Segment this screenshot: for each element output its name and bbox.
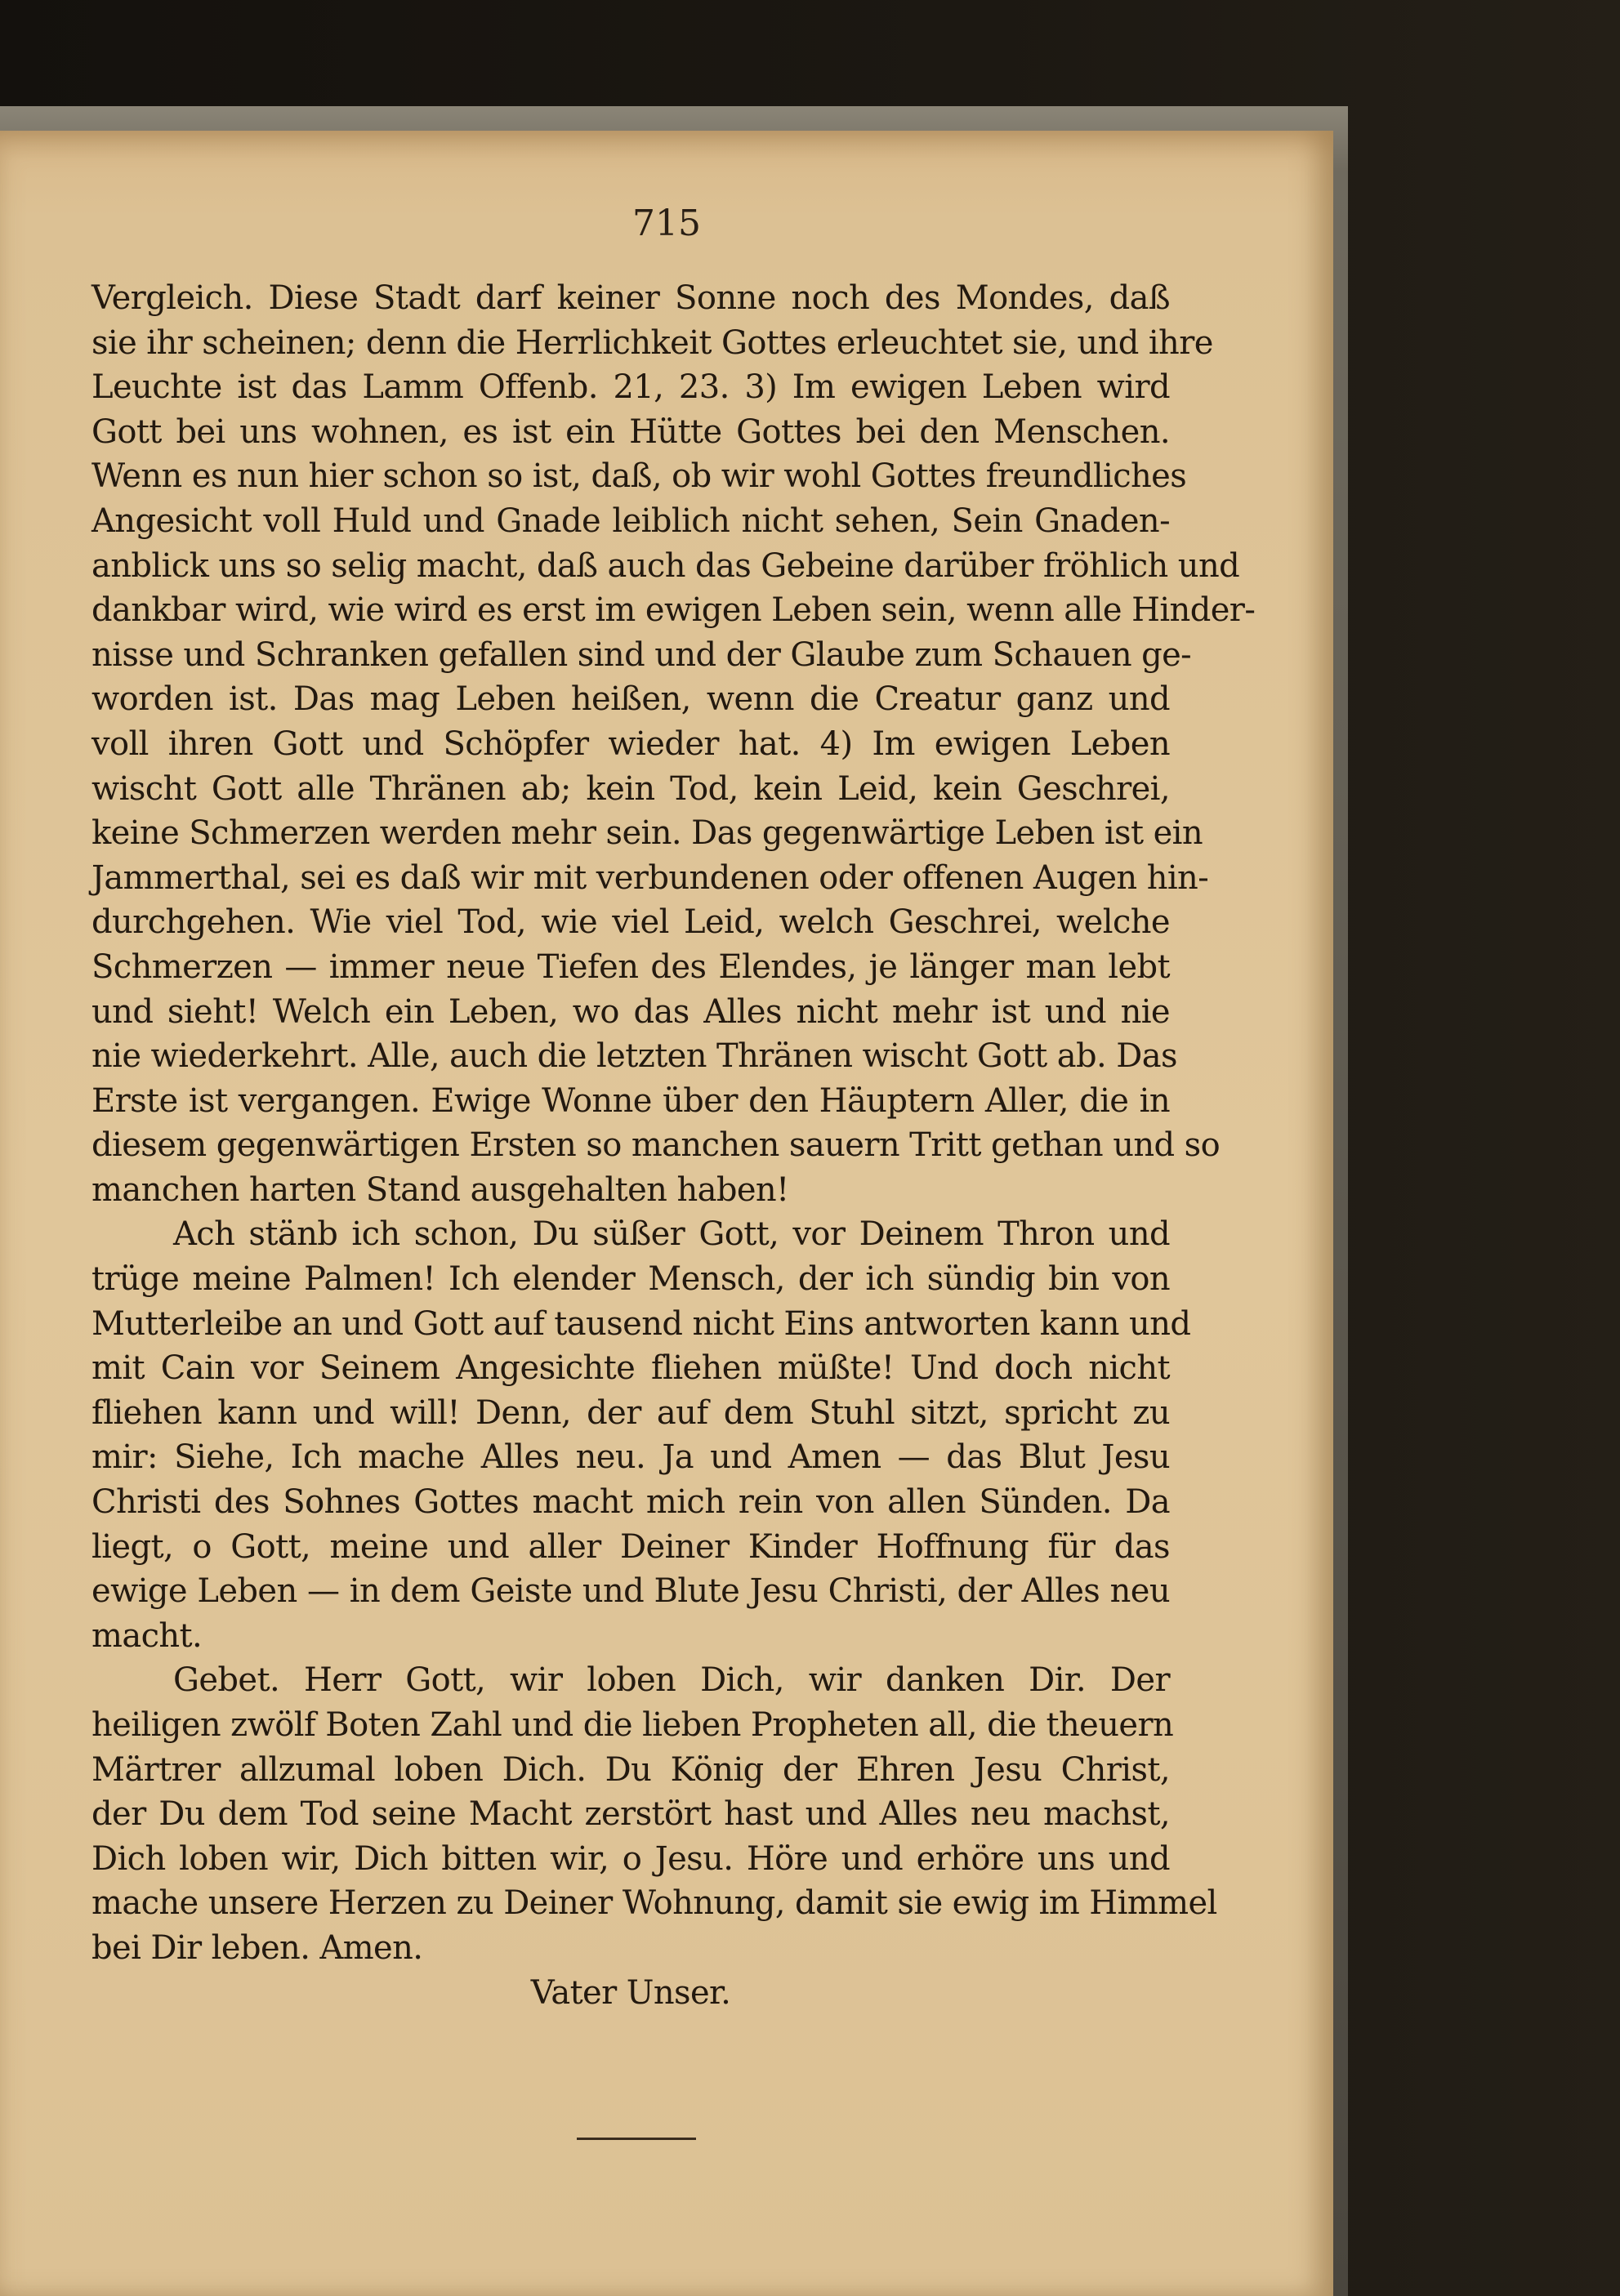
text-line: nisse und Schranken gefallen sind und der Glaube zum Schauen ge- (91, 635, 1192, 674)
text-line: ewige Leben — in dem Geiste und Blute Jesu Christi, der Alles neu (91, 1572, 1170, 1611)
text-line: heiligen zwölf Boten Zahl und die lieben Propheten all, die theuern (91, 1706, 1174, 1744)
text-line: nie wiederkehrt. Alle, auch die letzten Thränen wischt Gott ab. Das (91, 1037, 1177, 1076)
text-line: macht. (91, 1616, 203, 1655)
text-line: Leuchte ist das Lamm Offenb. 21, 23. 3) Im ewigen Leben wird (91, 368, 1170, 407)
text-line: Vergleich. Diese Stadt darf keiner Sonne noch des Mondes, daß (91, 279, 1170, 317)
text-line: worden ist. Das mag Leben heißen, wenn die Creatur ganz und (91, 680, 1170, 719)
text-line: mache unsere Herzen zu Deiner Wohnung, damit sie ewig im Himmel (91, 1884, 1217, 1923)
text-line: anblick uns so selig macht, daß auch das Gebeine darüber fröhlich und (91, 546, 1240, 585)
text-line: wischt Gott alle Thränen ab; kein Tod, kein Leid, kein Geschrei, (91, 769, 1170, 808)
text-line: Angesicht voll Huld und Gnade leiblich nicht sehen, Sein Gnaden- (91, 502, 1170, 540)
closing-heading: Vater Unser. (530, 1973, 731, 2012)
section-divider (577, 2138, 696, 2140)
text-line: Schmerzen — immer neue Tiefen des Elendes, je länger man lebt (91, 947, 1170, 986)
text-line: Mutterleibe an und Gott auf tausend nicht Eins antworten kann und (91, 1304, 1191, 1343)
text-line: Dich loben wir, Dich bitten wir, o Jesu. Höre und erhöre uns und (91, 1839, 1170, 1878)
text-line: und sieht! Welch ein Leben, wo das Alles nicht mehr ist und nie (91, 992, 1170, 1031)
text-line: Christi des Sohnes Gottes macht mich rein von allen Sünden. Da (91, 1483, 1170, 1522)
text-line: Wenn es nun hier schon so ist, daß, ob wir wohl Gottes freundliches (91, 457, 1187, 496)
text-line: fliehen kann und will! Denn, der auf dem Stuhl sitzt, spricht zu (91, 1393, 1170, 1432)
prayer-line: Gebet. Herr Gott, wir loben Dich, wir danken Dir. Der (173, 1661, 1170, 1700)
text-line: Jammerthal, sei es daß wir mit verbundenen oder offenen Augen hin- (91, 858, 1209, 897)
text-line: keine Schmerzen werden mehr sein. Das gegenwärtige Leben ist ein (91, 814, 1203, 853)
text-line: diesem gegenwärtigen Ersten so manchen sauern Tritt gethan und so (91, 1126, 1221, 1165)
text-line: Märtrer allzumal loben Dich. Du König der Ehren Jesu Christ, (91, 1750, 1170, 1789)
text-line: Erste ist vergangen. Ewige Wonne über den Häuptern Aller, die in (91, 1081, 1170, 1120)
body-text (91, 276, 1256, 2015)
text-line: Gott bei uns wohnen, es ist ein Hütte Gottes bei den Menschen. (91, 412, 1170, 451)
text-line: mit Cain vor Seinem Angesichte fliehen müßte! Und doch nicht (91, 1349, 1170, 1388)
text-line: trüge meine Palmen! Ich elender Mensch, der ich sündig bin von (91, 1260, 1170, 1299)
text-line: Ach stänb ich schon, Du süßer Gott, vor Deinem Thron und (173, 1215, 1170, 1254)
text-line: sie ihr scheinen; denn die Herrlichkeit Gottes erleuchtet sie, und ihre (91, 323, 1213, 362)
text-line: der Du dem Tod seine Macht zerstört hast und Alles neu machst, (91, 1795, 1170, 1834)
text-line: manchen harten Stand ausgehalten haben! (91, 1170, 789, 1209)
text-line: liegt, o Gott, meine und aller Deiner Kinder Hoffnung für das (91, 1527, 1170, 1566)
text-line: dankbar wird, wie wird es erst im ewigen Leben sein, wenn alle Hinder- (91, 591, 1256, 630)
text-line: mir: Siehe, Ich mache Alles neu. Ja und Amen — das Blut Jesu (91, 1438, 1170, 1477)
page-number: 715 (632, 203, 701, 244)
text-line: durchgehen. Wie viel Tod, wie viel Leid, welch Geschrei, welche (91, 903, 1170, 942)
text-line: voll ihren Gott und Schöpfer wieder hat. 4) Im ewigen Leben (91, 724, 1170, 763)
text-line: bei Dir leben. Amen. (91, 1928, 423, 1967)
